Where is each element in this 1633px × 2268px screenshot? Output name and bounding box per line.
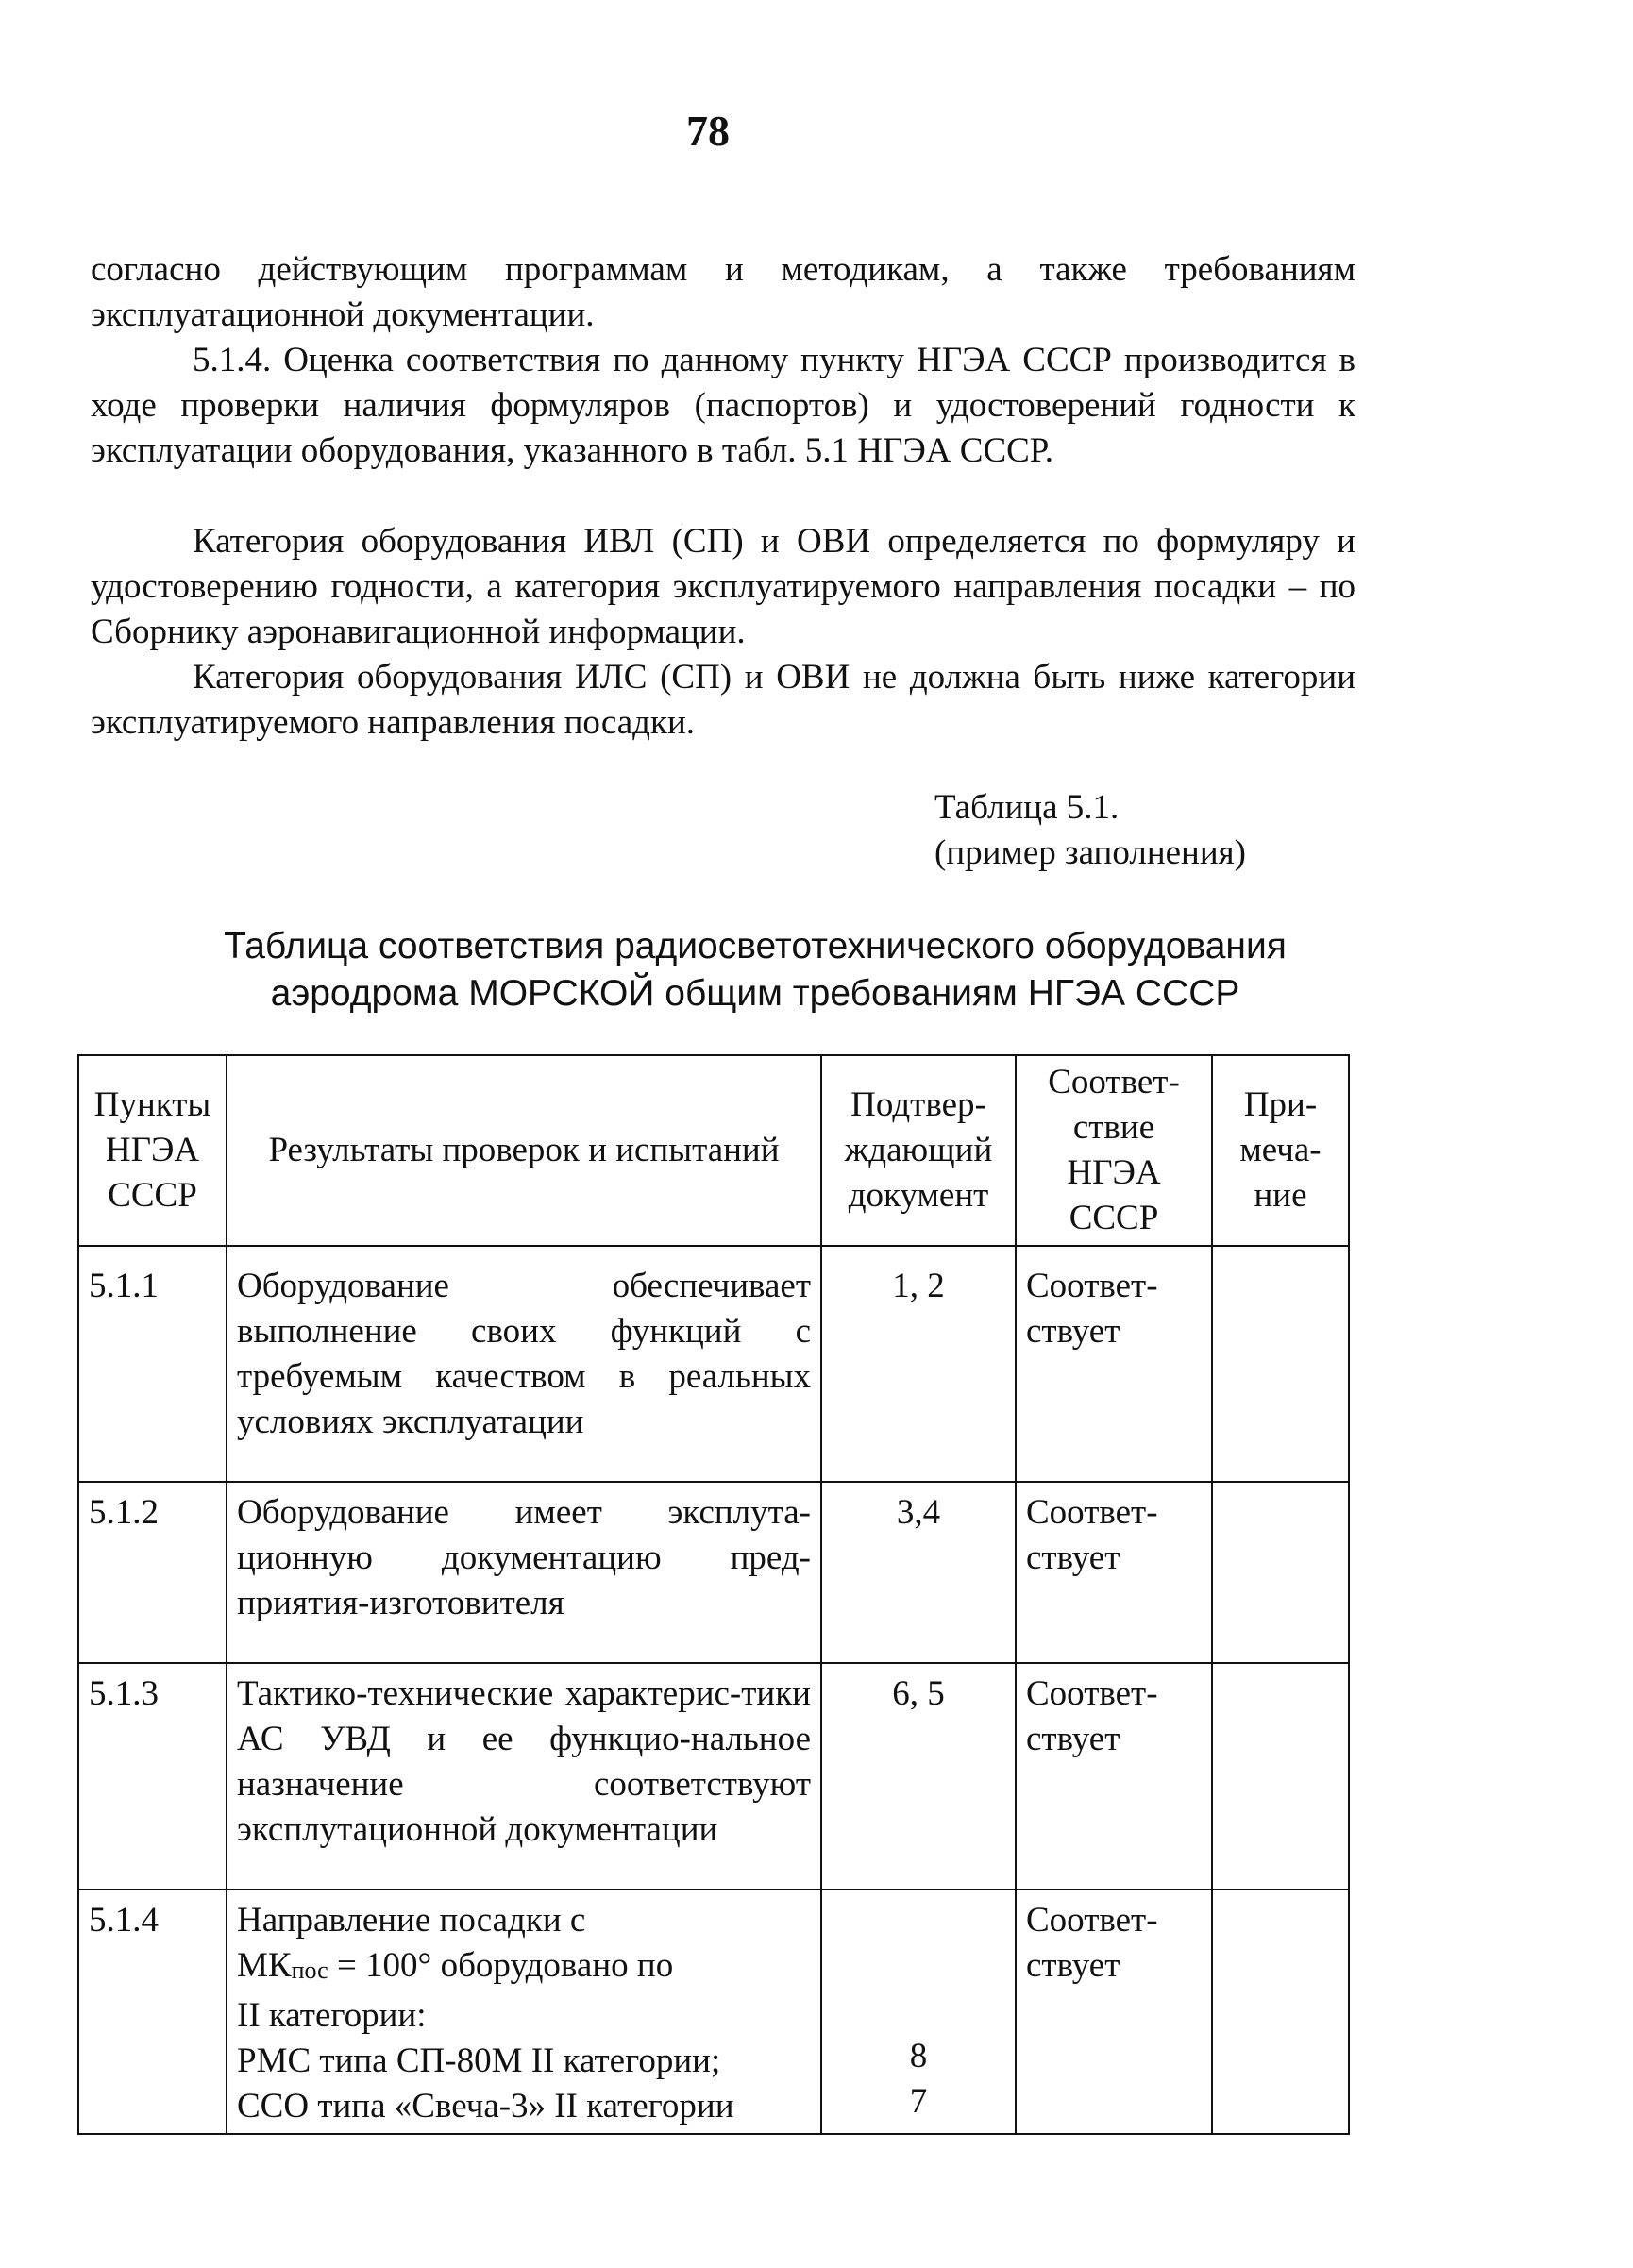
table-number: Таблица 5.1. bbox=[934, 788, 1120, 827]
cell-compliance: Соответ-ствует bbox=[1016, 1482, 1212, 1663]
paragraph-continuation bbox=[91, 247, 1355, 338]
page-number: 78 bbox=[686, 107, 730, 155]
table-note: (пример заполнения) bbox=[934, 833, 1247, 872]
table-caption bbox=[934, 785, 1246, 876]
paragraph-text: 5.1.4. Оценка соответствия по данному пункту НГЭА СССР производится в ходе проверки наличия формуляров (паспортов) и удостоверений годности к эксплуатации оборудования, указанного в табл. 5.1 НГЭА СССР. bbox=[91, 341, 1355, 470]
document-ref: 8 bbox=[909, 2037, 928, 2075]
cell-compliance: Соответ-ствует bbox=[1016, 1663, 1212, 1890]
header-points: Пункты НГЭА СССР bbox=[78, 1055, 227, 1246]
cell-point: 5.1.1 bbox=[78, 1246, 227, 1482]
result-line: II категории: bbox=[237, 1996, 427, 2035]
table-row bbox=[78, 1246, 1349, 1482]
cell-result bbox=[227, 1890, 821, 2134]
paragraph-text: Категория оборудования ИЛС (СП) и ОВИ не должна быть ниже категории эксплуатируемого направления посадки. bbox=[91, 658, 1355, 742]
cell-result: Тактико-технические характерис-тики АС УВД и ее функцио-нальное назначение соответствуют эксплутационной документации bbox=[227, 1663, 821, 1890]
table-title bbox=[85, 923, 1425, 1017]
table-row bbox=[78, 1663, 1349, 1890]
cell-note bbox=[1212, 1663, 1349, 1890]
cell-compliance: Соответ-ствует bbox=[1016, 1890, 1212, 2134]
document-ref: 7 bbox=[909, 2082, 928, 2121]
header-compliance: Соответ-ствие НГЭА СССР bbox=[1016, 1055, 1212, 1246]
paragraph-text: Категория оборудования ИВЛ (СП) и ОВИ определяется по формуляру и удостоверению годности, а категория эксплуатируемого направления посадки – по Сборнику аэронавигационной информации. bbox=[91, 522, 1355, 651]
cell-point: 5.1.4 bbox=[78, 1890, 227, 2134]
paragraph-text: согласно действующим программам и методикам, а также требованиям эксплуатационной документации. bbox=[91, 250, 1355, 334]
mk-subscript: пос bbox=[291, 1957, 328, 1984]
table-row bbox=[78, 1482, 1349, 1663]
cell-point: 5.1.3 bbox=[78, 1663, 227, 1890]
result-line-mk bbox=[237, 1943, 811, 1993]
paragraph-5-1-4 bbox=[91, 338, 1355, 474]
cell-result: Оборудование имеет эксплута-ционную документацию пред-приятия-изготовителя bbox=[227, 1482, 821, 1663]
cell-compliance: Соответ-ствует bbox=[1016, 1246, 1212, 1482]
table-title-line: Таблица соответствия радиосветотехнического оборудования bbox=[224, 926, 1287, 966]
cell-note bbox=[1212, 1482, 1349, 1663]
cell-document: 6, 5 bbox=[821, 1663, 1016, 1890]
cell-result: Оборудование обеспечивает выполнение своих функций с требуемым качеством в реальных условиях эксплуатации bbox=[227, 1246, 821, 1482]
table-title-line: аэродрома МОРСКОЙ общим требованиям НГЭА СССР bbox=[270, 973, 1240, 1014]
header-document: Подтвер-ждающий документ bbox=[821, 1055, 1016, 1246]
result-line: ССО типа «Свеча-3» II категории bbox=[237, 2087, 734, 2125]
cell-document: 1, 2 bbox=[821, 1246, 1016, 1482]
paragraph-category-requirement bbox=[91, 655, 1355, 746]
paragraph-category-definition bbox=[91, 519, 1355, 655]
header-results: Результаты проверок и испытаний bbox=[227, 1055, 821, 1246]
cell-document: 3,4 bbox=[821, 1482, 1016, 1663]
result-line: РМС типа СП-80М II категории; bbox=[237, 2041, 721, 2080]
mk-suffix: = 100° оборудовано по bbox=[336, 1946, 674, 1985]
cell-document bbox=[821, 1890, 1016, 2134]
cell-note bbox=[1212, 1246, 1349, 1482]
compliance-table bbox=[77, 1054, 1350, 2135]
cell-point: 5.1.2 bbox=[78, 1482, 227, 1663]
table-header-row bbox=[78, 1055, 1349, 1246]
cell-note bbox=[1212, 1890, 1349, 2134]
result-line: Направление посадки с bbox=[237, 1901, 586, 1940]
table-row bbox=[78, 1890, 1349, 2134]
header-notes: При-меча-ние bbox=[1212, 1055, 1349, 1246]
mk-prefix: МК bbox=[237, 1946, 292, 1985]
